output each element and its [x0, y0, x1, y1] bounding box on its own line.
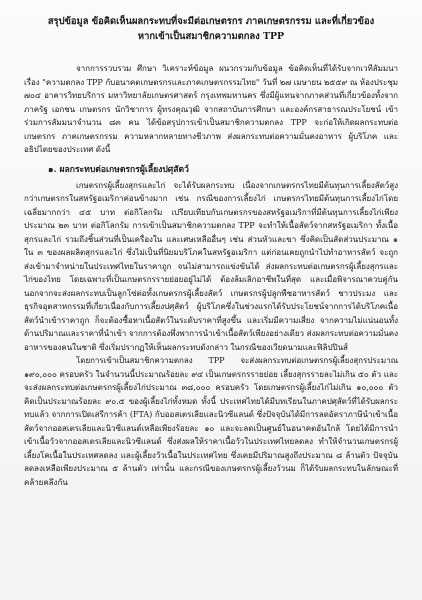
title-line-2: หากเข้าเป็นสมาชิกความตกลง TPP — [137, 31, 285, 42]
title-spacer — [24, 44, 398, 62]
title-line-1: สรุปข้อมูล ข้อคิดเห็นผลกระทบที่จะมีต่อเกษตรกร ภาคเกษตรกรรม และที่เกี่ยวข้อง — [47, 16, 375, 27]
intro-paragraph: จากการรวบรวม ศึกษา วิเคราะห์ข้อมูล ผนวกรวมกับข้อมูล ข้อคิดเห็นที่ได้รับจากเวทีสัมมนา เรื่อง "ความตกลง TPP กับอนาคตเกษตรกรและภาคเกษตรกรรมไทย" วันที่ ๒๗ เมษายน ๒๕๕๙ ณ ห้องประชุม ๗๐๔ อาคารวิทยบริการ มหาวิทยาลัยเกษตรศาสตร์ กรุงเทพมหานคร ซึ่งมีผู้แทนจากภาคส่วนที่เกี่ยวข้องทั้งจากภาครัฐ เอกชน เกษตรกร นักวิชาการ ผู้ทรงคุณวุฒิ จากสถาบันการศึกษา และองค์กรสาธารณประโยชน์ เข้าร่วมการสัมมนาจำนวน ๘๓ คน ได้ข้อสรุปการเข้าเป็นสมาชิกความตกลง TPP จะก่อให้เกิดผลกระทบต่อเกษตรกร ภาคเกษตรกรรม ความหลากหลายทางชีวภาพ ส่งผลกระทบต่อความมั่นคงอาหาร ผู้บริโภค และอธิปไตยของประเทศ ดังนี้ — [24, 64, 398, 154]
document-title — [24, 14, 398, 44]
section-1-heading: ๑. ผลกระทบต่อเกษตรกรผู้เลี้ยงปศุสัตว์ — [48, 164, 189, 175]
section-1-paragraph-2: โดยการเข้าเป็นสมาชิกความตกลง TPP จะส่งผลกระทบต่อเกษตรกรผู้เลี้ยงสุกรประมาณ ๑๙๐,๐๐๐ ครอบครัว ในจำนวนนี้ประมาณร้อยละ ๙๔ เป็นเกษตรกรรายย่อย เลี้ยงสุกรรายละไม่เกิน ๕๐ ตัว และจะส่งผลกระทบต่อเกษตรกรผู้เลี้ยงไก่ประมาณ ๓๘,๐๐๐ ครอบครัว โดยเกษตรกรผู้เลี้ยงไก่ไม่เกิน ๑๐,๐๐๐ ตัว คิดเป็นประมาณร้อยละ ๙๐.๕ ของผู้เลี้ยงไก่ทั้งหมด ทั้งนี้ ประเทศไทยได้มีบทเรียนในภาคปศุสัตว์ที่ได้รับผลกระทบแล้ว จากการเปิดเสรีการค้า (FTA) กับออสเตรเลียและนิวซีแลนด์ ซึ่งปัจจุบันได้มีการลดอัตราภาษีนำเข้าเนื้อสัตว์จากออสเตรเลียและนิวซีแลนด์เหลือเพียงร้อยละ ๑๐ และจะลดเป็นศูนย์ในอนาคตอันใกล้ โดยได้มีการนำเข้าเนื้อวัวจากออสเตรเลียและนิวซีแลนด์ ซึ่งส่งผลให้ราคาเนื้อวัวในประเทศไทยลดลง ทำให้จำนวนเกษตรกรผู้เลี้ยงโคเนื้อในประเทศลดลง และผู้เลี้ยงวัวเนื้อในประเทศไทย ซึ่งเคยมีปริมาณสูงถึงประมาณ ๘ ล้านตัว ปัจจุบันลดลงเหลือเพียงประมาณ ๕ ล้านตัว เท่านั้น และกรณีของเกษตรกรผู้เลี้ยงวัวนม ก็ได้รับผลกระทบในลักษณะที่คล้ายคลึงกัน — [24, 356, 398, 487]
section-1-paragraph-1: เกษตรกรผู้เลี้ยงสุกรและไก่ จะได้รับผลกระทบ เนื่องจากเกษตรกรไทยมีต้นทุนการเลี้ยงสัตว์สูงกว่าเกษตรกรในสหรัฐอเมริกาค่อนข้างมาก เช่น กรณีของการเลี้ยงไก่ เกษตรกรไทยมีต้นทุนการเลี้ยงไก่โดยเฉลี่ยมากกว่า ๔๕ บาท ต่อกิโลกรัม เปรียบเทียบกับเกษตรกรของสหรัฐอเมริกาที่มีต้นทุนการเลี้ยงไก่เพียงประมาณ ๒๓ บาท ต่อกิโลกรัม การเข้าเป็นสมาชิกความตกลง TPP จะทำให้เนื้อสัตว์จากสหรัฐอเมริกา ทั้งเนื้อสุกรและไก่ รวมถึงชิ้นส่วนที่เป็นเครื่องใน และเศษเหลืออื่นๆ เช่น ส่วนหัวและขา ซึ่งคิดเป็นสัดส่วนประมาณ ๑ ใน ๓ ของผลผลิตสุกรและไก่ ซึ่งไม่เป็นที่นิยมบริโภคในสหรัฐอเมริกา แต่ก่อนเคยถูกนำไปทำอาหารสัตว์ จะถูกส่งเข้ามาจำหน่ายในประเทศไทยในราคาถูก จนไม่สามารถแข่งขันได้ ส่งผลกระทบต่อเกษตรกรผู้เลี้ยงสุกรและไก่ของไทย โดยเฉพาะที่เป็นเกษตรกรรายย่อยอยู่ไม่ได้ ต้องล้มเลิกอาชีพในที่สุด และเมื่อพิจารณาควบคู่กัน นอกจากจะส่งผลกระทบเป็นลูกโซ่ต่อทั้งเกษตรกรผู้เลี้ยงสัตว์ เกษตรกรผู้ปลูกพืชอาหารสัตว์ ชาวประมง และธุรกิจอุตสาหกรรมที่เกี่ยวเนื่องกับการเลี้ยงปศุสัตว์ ผู้บริโภคซึ่งในช่วงแรกได้รับประโยชน์จากการได้บริโภคเนื้อสัตว์นำเข้าราคาถูก ก็จะต้องซื้อหาเนื้อสัตว์ในระดับราคาที่สูงขึ้น และเริ่มมีความเสี่ยง จากความไม่แน่นอนทั้งด้านปริมาณและราคาที่นำเข้า จากการต้องพึ่งพาการนำเข้าเนื้อสัตว์เพียงอย่างเดียว ส่งผลกระทบต่อความมั่นคงอาหารของคนในชาติ ซึ่งเริ่มปรากฏให้เห็นผลกระทบดังกล่าว ในกรณีของเวียดนามและฟิลิปปินส์ — [24, 180, 398, 352]
